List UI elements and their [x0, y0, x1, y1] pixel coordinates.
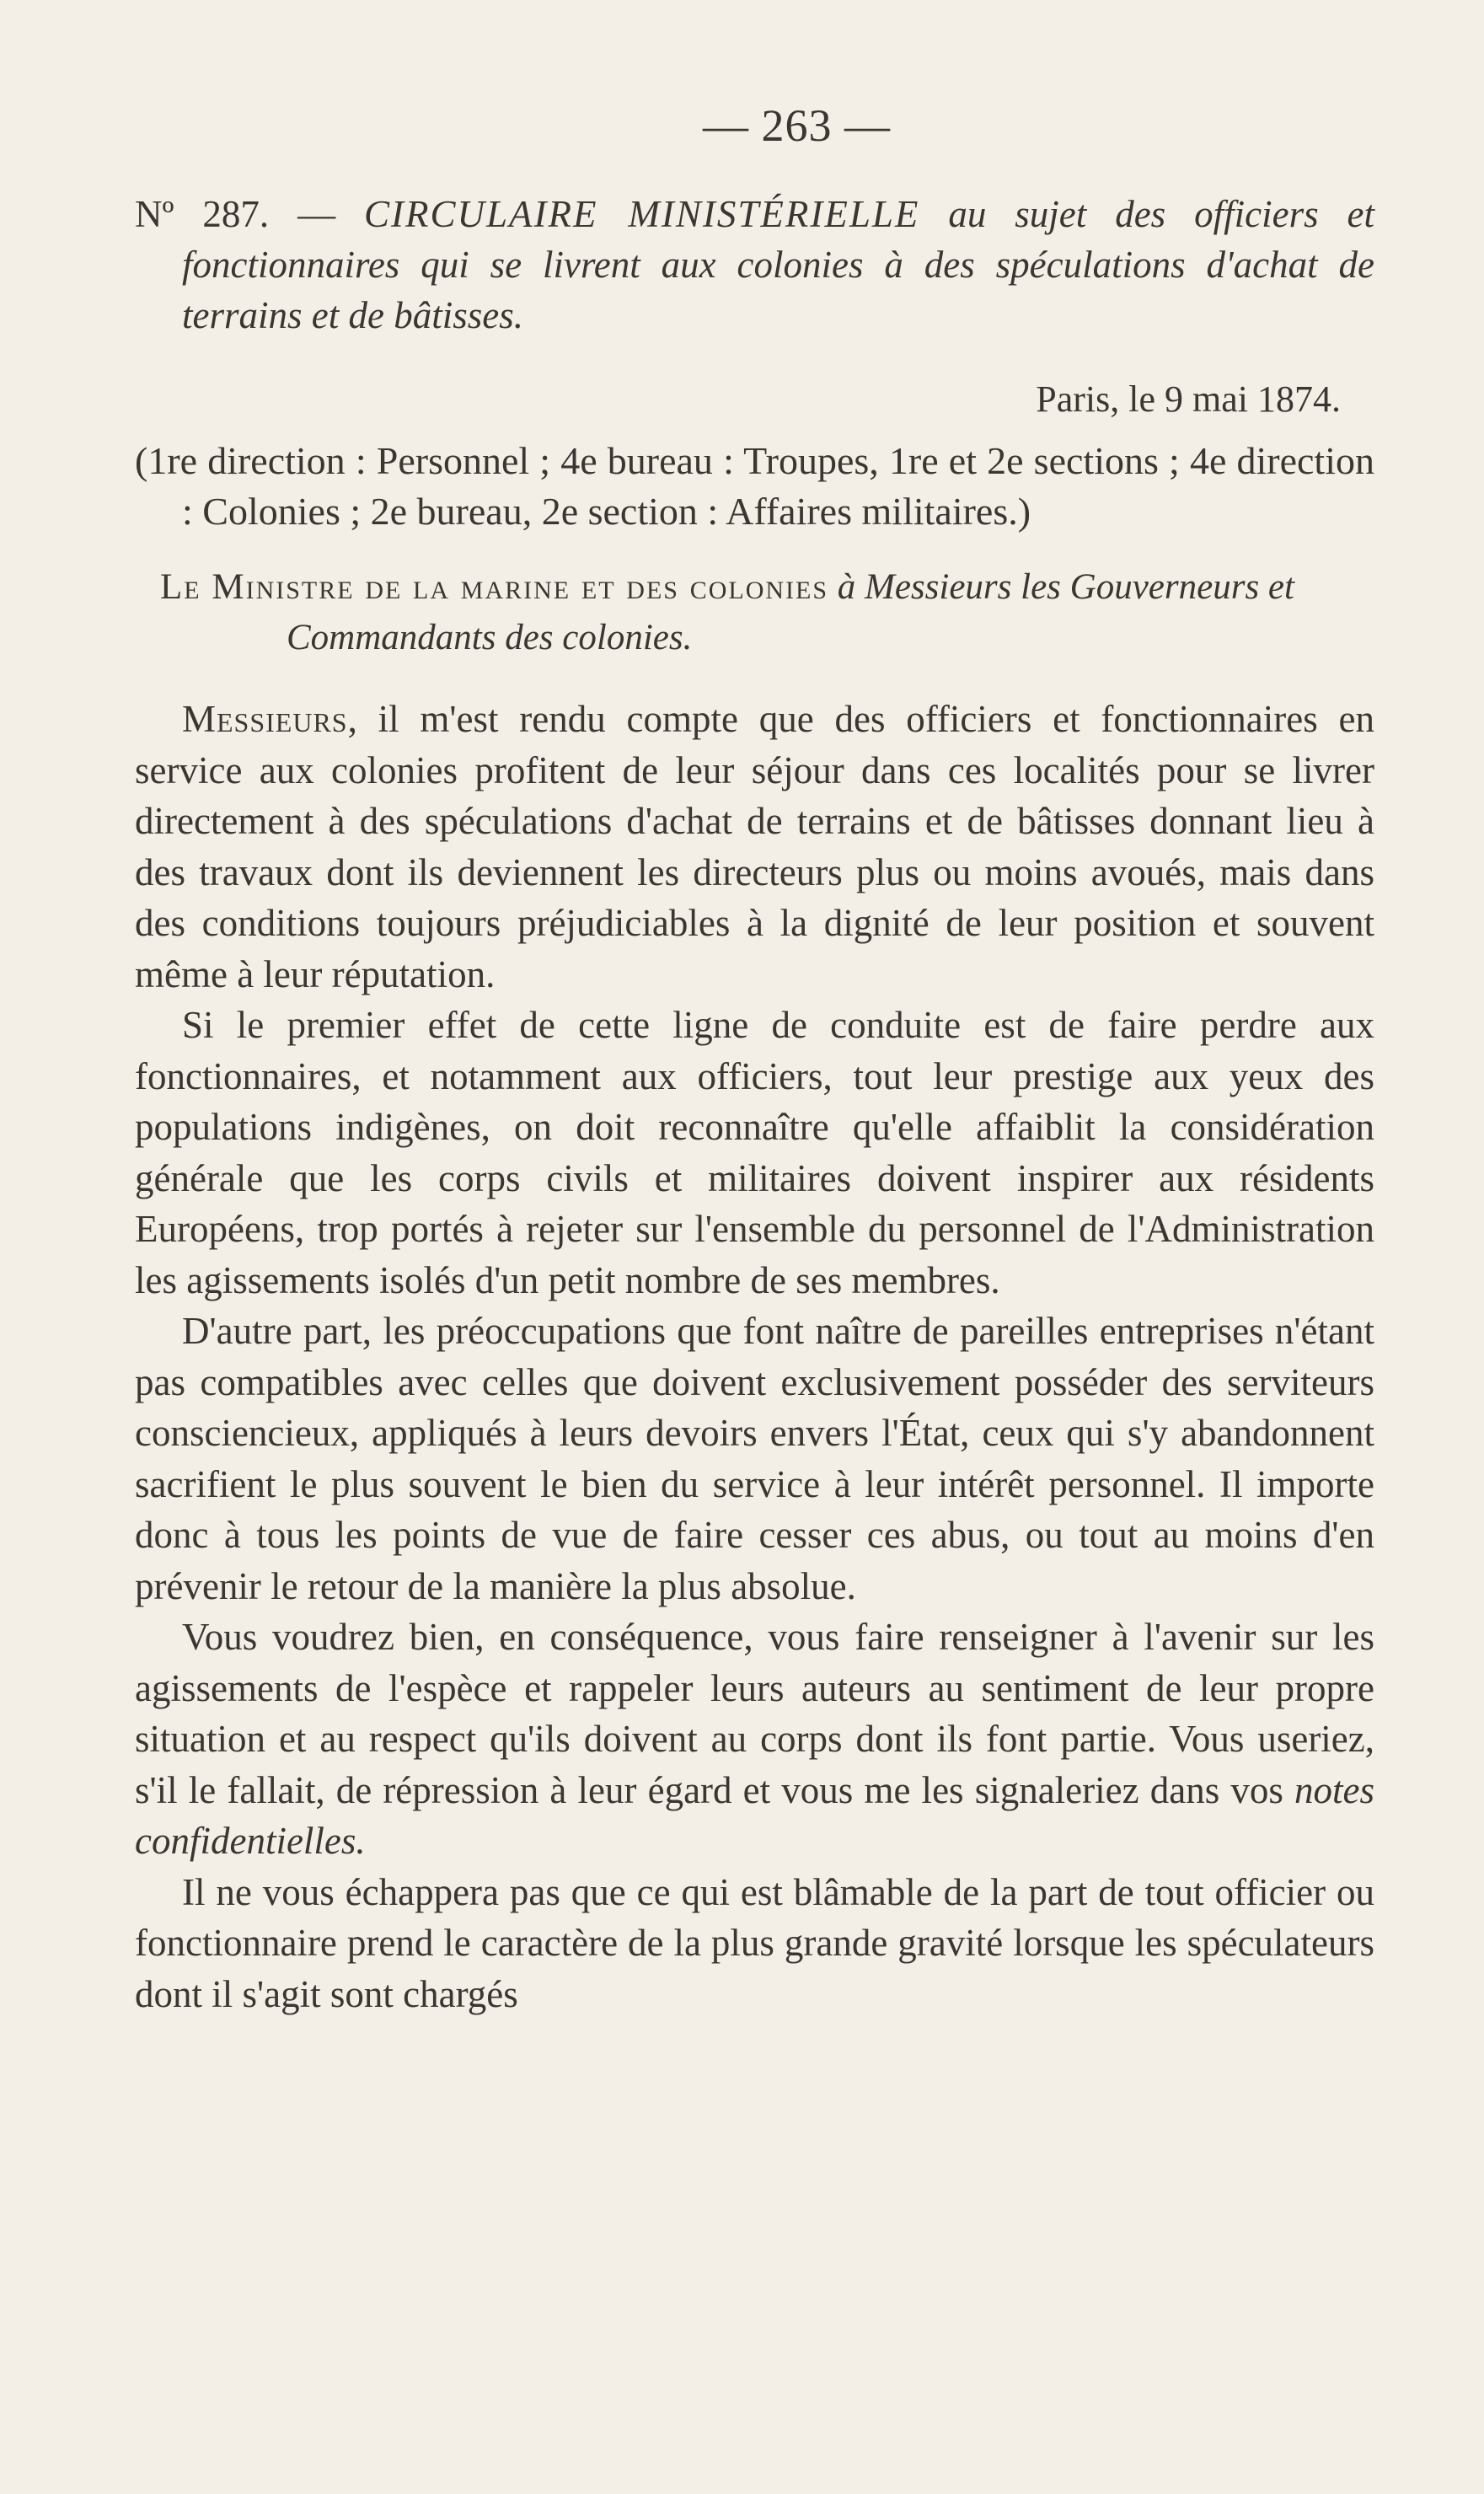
paragraph-4-text: Vous voudrez bien, en conséquence, vous faire renseigner à l'avenir sur les agissements de l'espèce et rappeler leurs auteurs au sentiment de leur propre situation et au respect qu'ils doivent au corps dont ils font partie. Vous useriez, s'il le fallait, de répression à leur égard et vous me les signaleriez dans vos	[135, 1616, 1374, 1811]
salutation: Messieurs	[182, 698, 348, 740]
address-line	[135, 562, 1374, 663]
page-number: — 263 —	[703, 100, 891, 151]
paragraph-1-text: , il m'est rendu compte que des officiers et fonctionnaires en service aux colonies profitent de leur séjour dans ces localités pour se livrer directement à des spéculations d'achat de terrains et de bâtisses donnant lieu à des travaux dont ils deviennent les directeurs plus ou moins avoués, mais dans des conditions toujours préjudiciables à la dignité de leur position et souvent même à leur réputation.	[135, 698, 1374, 995]
paragraph-4	[135, 1612, 1374, 1867]
dateline: Paris, le 9 mai 1874.	[1036, 378, 1341, 420]
paragraph-2: Si le premier effet de cette ligne de conduite est de faire perdre aux fonctionnaires, et notamment aux officiers, tout leur prestige aux yeux des populations indigènes, on doit reconnaître qu'elle affaiblit la considération générale que les corps civils et militaires doivent inspirer aux résidents Européens, trop portés à rejeter sur l'ensemble du personnel de l'Administration les agissements isolés d'un petit nombre de ses membres.	[135, 1004, 1374, 1301]
paragraph-5: Il ne vous échappera pas que ce qui est blâmable de la part de tout officier ou fonctionnaire prend le caractère de la plus grande gravité lorsque les spéculateurs dont il s'agit sont chargés	[135, 1870, 1374, 2015]
circular-number: Nº 287. —	[135, 193, 364, 235]
circular-title: CIRCULAIRE MINISTÉRIELLE	[364, 193, 920, 235]
circular-heading	[135, 189, 1374, 341]
circular-subject: au sujet des officiers et fonctionnaires qui se livrent aux colonies à des spéculations d'achat de terrains et de bâtisses.	[182, 193, 1374, 336]
directions-note: (1re direction : Personnel ; 4e bureau : Troupes, 1re et 2e sections ; 4e direction : Colonies ; 2e bureau, 2e section : Affaires militaires.)	[135, 439, 1374, 533]
paragraph-1	[135, 694, 1374, 1000]
recipients: à Messieurs les Gouverneurs et Commandants des colonies.	[287, 567, 1294, 657]
paragraph-4-italic: notes confidentielles.	[135, 1768, 1374, 1862]
sender: Le Ministre de la marine et des colonies	[160, 567, 829, 607]
paragraph-3: D'autre part, les préoccupations que font naître de pareilles entreprises n'étant pas compatibles avec celles que doivent exclusivement posséder des serviteurs consciencieux, appliqués à leurs devoirs envers l'État, ceux qui s'y abandonnent sacrifient le plus souvent le bien du service à leur intérêt personnel. Il importe donc à tous les points de vue de faire cesser ces abus, ou tout au moins d'en prévenir le retour de la manière la plus absolue.	[135, 1310, 1374, 1607]
